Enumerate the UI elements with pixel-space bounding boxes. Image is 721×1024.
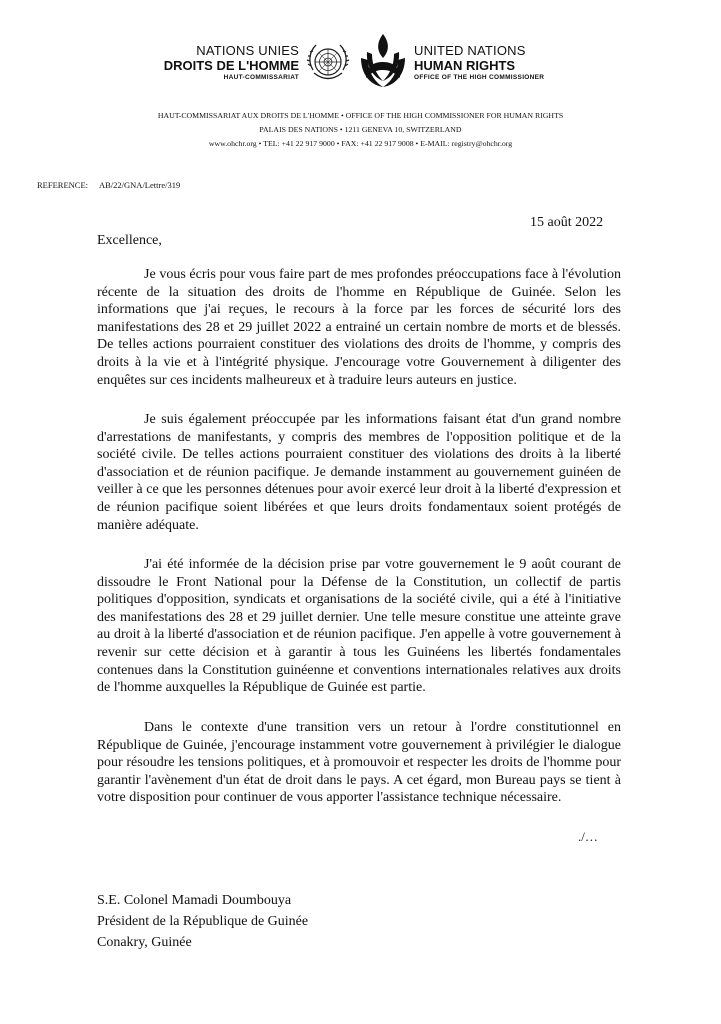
body-paragraph: Je suis également préoccupée par les informations faisant état d'un grand nombre d'arrestations de manifestants, y compris des membres de l'opposition politique et de la société civile. De telles actions pourraient constituer des violations des droits à la liberté d'association et de réunion pacifique. Je demande instamment au gouvernement guinéen de veiller à ce que les personnes détenues pour avoir exercé leur droit à la liberté d'expression et de réunion pacifique soient libérées et que leurs droits fondamentaux soient protégés de manière adéquate. <box>97 412 621 533</box>
un-emblem-icon <box>305 40 351 86</box>
body-paragraph: Je vous écris pour vous faire part de mes profondes préoccupations face à l'évolution récente de la situation des droits de l'homme en République de Guinée. Selon les informations que j'ai reçues, le recours à la force par les forces de sécurité lors des manifestations des 28 et 29 juillet 2022 a entrainé un certain nombre de morts et de blessés. De telles actions pourraient constituer des violations des droits de l'homme, y compris des droits à la vie et à l'intégrité physique. J'encourage votre Gouvernement à diligenter des enquêtes sur ces incidents malheureux et à traduire leurs auteurs en justice. <box>97 267 621 388</box>
addressee-block <box>97 890 308 953</box>
letterhead-left <box>150 44 299 82</box>
letterhead-right <box>414 44 574 82</box>
org-office-fr: HAUT-COMMISSARIAT <box>223 74 299 81</box>
org-name-en: UNITED NATIONS <box>414 43 526 58</box>
reference-line <box>37 180 180 191</box>
address-line-office: HAUT-COMMISSARIAT AUX DROITS DE L'HOMME • OFFICE OF THE HIGH COMMISSIONER FOR HUMAN RIGHTS <box>157 111 564 120</box>
addressee-title: Président de la République de Guinée <box>97 914 309 929</box>
address-line-contact: www.ohchr.org • TEL: +41 22 917 9000 • FAX: +41 22 917 9008 • E-MAIL: registry@ohchr.org <box>208 139 513 148</box>
body-paragraph: Dans le contexte d'une transition vers un retour à l'ordre constitutionnel en République de Guinée, j'encourage instamment votre gouvernement à privilégier le dialogue pour résoudre les tensions politiques, et à promouvoir et respecter les droits de l'homme pour garantir l'avènement d'un état de droit dans le pays. A cet égard, mon Bureau pays se tient à votre disposition pour continuer de vous apporter l'assistance technique nécessaire. <box>97 720 621 806</box>
org-division-en: HUMAN RIGHTS <box>414 58 516 73</box>
body-paragraph: J'ai été informée de la décision prise par votre gouvernement le 9 août courant de dissoudre le Front National pour la Défense de la Constitution, un collectif de partis politiques d'opposition, syndicats et organisations de la société civile, qui a été à l'initiative des manifestations des 28 et 29 juillet dernier. Une telle mesure constitue une atteinte grave au droit à la liberté d'association et de réunion pacifique. J'en appelle à votre gouvernement à revenir sur cette décision et à garantir à tous les Guinéens les libertés fondamentales contenues dans la Constitution guinéenne et conventions internationales relatives aux droits de l'homme auxquelles la République de Guinée est partie. <box>97 557 621 696</box>
reference-value: AB/22/GNA/Lettre/319 <box>99 180 181 190</box>
reference-label: REFERENCE: <box>37 180 89 190</box>
address-line-postal: PALAIS DES NATIONS • 1211 GENEVA 10, SWITZERLAND <box>259 125 462 134</box>
org-division-fr: DROITS DE L'HOMME <box>163 58 299 73</box>
human-rights-emblem-icon <box>358 32 408 90</box>
letter-date: 15 août 2022 <box>530 215 604 230</box>
org-name-fr: NATIONS UNIES <box>196 43 299 58</box>
salutation: Excellence, <box>97 233 162 248</box>
addressee-name: S.E. Colonel Mamadi Doumbouya <box>97 893 292 908</box>
addressee-location: Conakry, Guinée <box>97 935 192 950</box>
continuation-mark: ./… <box>578 829 598 844</box>
org-office-en: OFFICE OF THE HIGH COMMISSIONER <box>414 74 545 81</box>
